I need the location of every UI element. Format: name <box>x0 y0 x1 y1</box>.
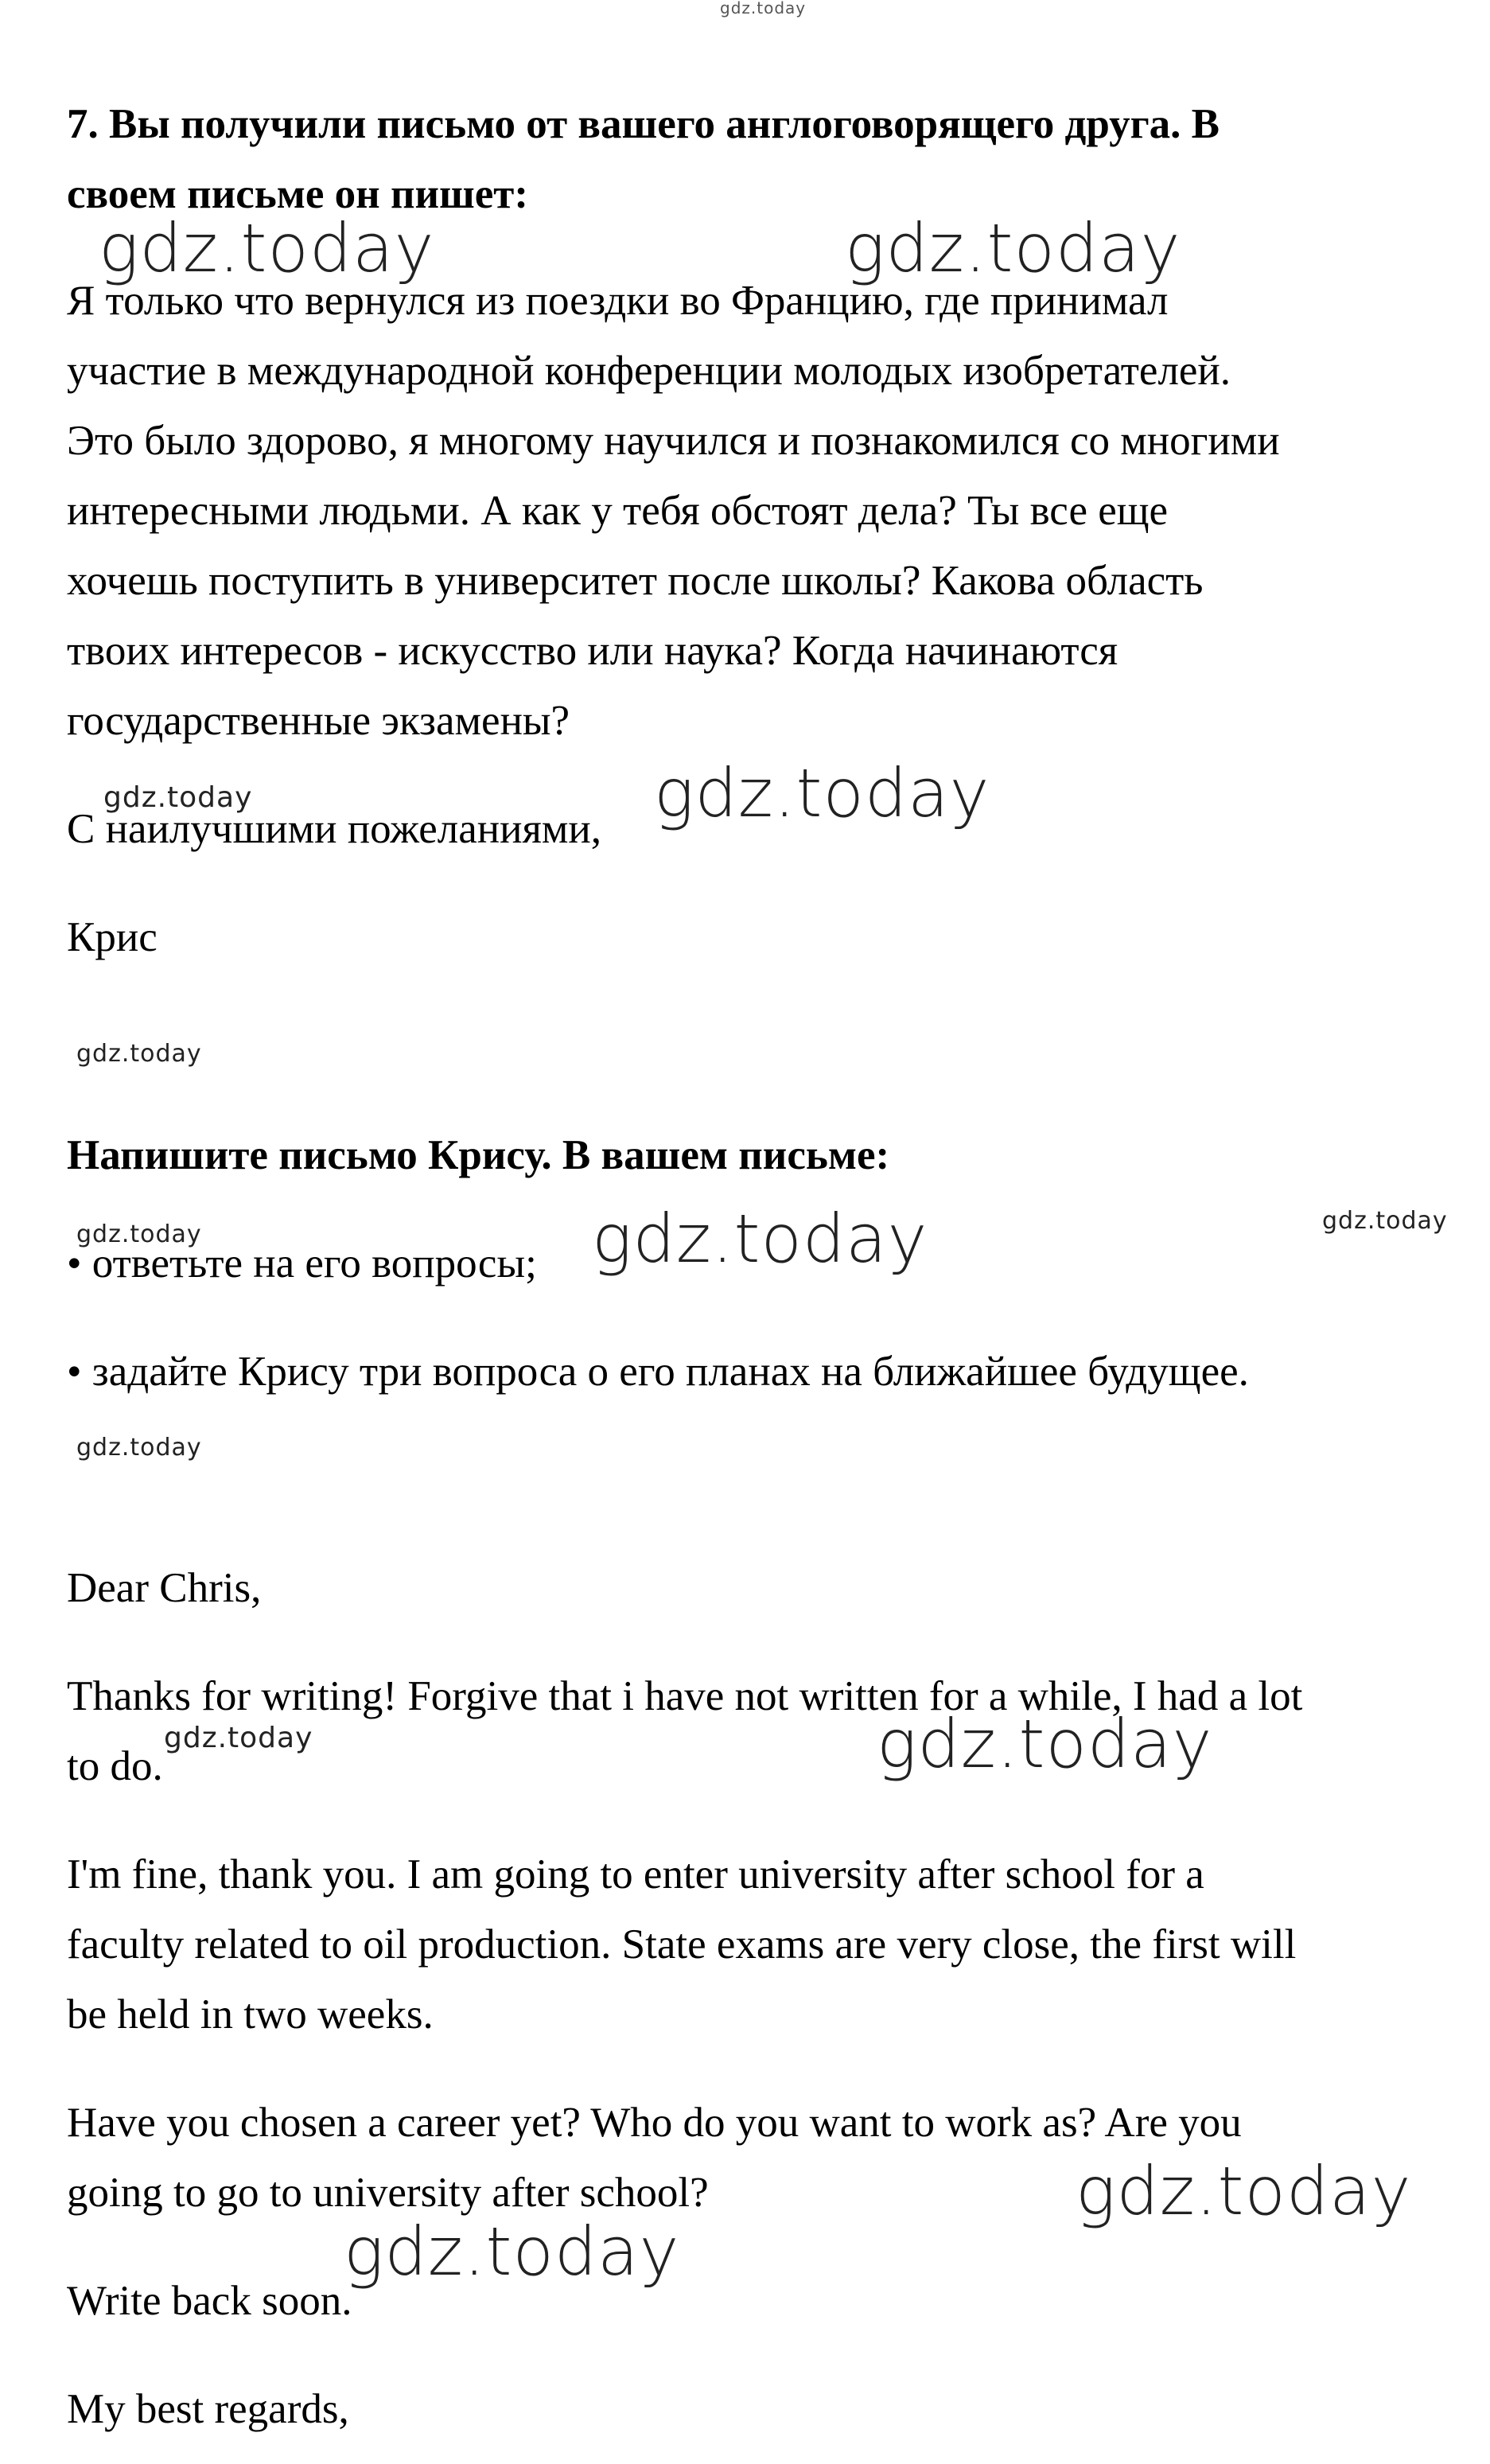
task-heading-line2: своем письме он пишет: <box>67 171 528 217</box>
watermark: gdz.today <box>1076 2152 1412 2230</box>
letter-line-3: Это было здорово, я многому научился и познакомился со многими <box>67 418 1280 464</box>
letter-line-7: государственные экзамены? <box>67 698 570 744</box>
answer-greeting: Dear Chris, <box>67 1565 262 1611</box>
watermark: gdz.today <box>76 1040 202 1068</box>
letter-line-6: твоих интересов - искусство или наука? Когда начинаются <box>67 628 1118 674</box>
letter-closing: С наилучшими пожеланиями, <box>67 806 601 852</box>
instruction-bullet-1: • ответьте на его вопросы; <box>67 1240 537 1286</box>
watermark-top: gdz.today <box>720 0 807 18</box>
letter-line-5: хочешь поступить в университет после школы? Какова область <box>67 558 1204 604</box>
letter-signature: Крис <box>67 914 158 960</box>
watermark: gdz.today <box>654 754 990 832</box>
answer-para3-line2: going to go to university after school? <box>67 2170 709 2216</box>
watermark: gdz.today <box>99 209 435 287</box>
watermark: gdz.today <box>76 1434 202 1462</box>
answer-sign-off: Write back soon. <box>67 2278 352 2324</box>
letter-line-4: интересными людьми. А как у тебя обстоят дела? Ты все еще <box>67 488 1169 534</box>
answer-para2-line2: faculty related to oil production. State exams are very close, the first will <box>67 1921 1297 1968</box>
answer-para3-line1: Have you chosen a career yet? Who do you want to work as? Are you <box>67 2100 1242 2146</box>
watermark: gdz.today <box>76 1220 202 1248</box>
watermark: gdz.today <box>164 1722 313 1754</box>
watermark: gdz.today <box>1322 1207 1448 1235</box>
answer-regards: My best regards, <box>67 2386 349 2432</box>
answer-para2-line1: I'm fine, thank you. I am going to enter university after school for a <box>67 1851 1204 1898</box>
watermark: gdz.today <box>592 1200 928 1278</box>
watermark: gdz.today <box>103 781 253 814</box>
watermark: gdz.today <box>877 1705 1213 1783</box>
watermark: gdz.today <box>344 2213 680 2291</box>
letter-line-1: Я только что вернулся из поездки во Францию, где принимал <box>67 278 1169 324</box>
letter-line-2: участие в международной конференции молодых изобретателей. <box>67 348 1231 394</box>
answer-para2-line3: be held in two weeks. <box>67 1991 434 2038</box>
answer-para1-line1: Thanks for writing! Forgive that i have not written for a while, I had a lot <box>67 1673 1303 1719</box>
instruction-bullet-2: • задайте Крису три вопроса о его планах на ближайшее будущее. <box>67 1349 1249 1395</box>
instructions-heading: Напишите письмо Крису. В вашем письме: <box>67 1132 890 1178</box>
answer-para1-line2: to do. <box>67 1743 163 1789</box>
task-heading-line1: 7. Вы получили письмо от вашего англоговорящего друга. В <box>67 101 1220 147</box>
watermark: gdz.today <box>845 209 1181 287</box>
